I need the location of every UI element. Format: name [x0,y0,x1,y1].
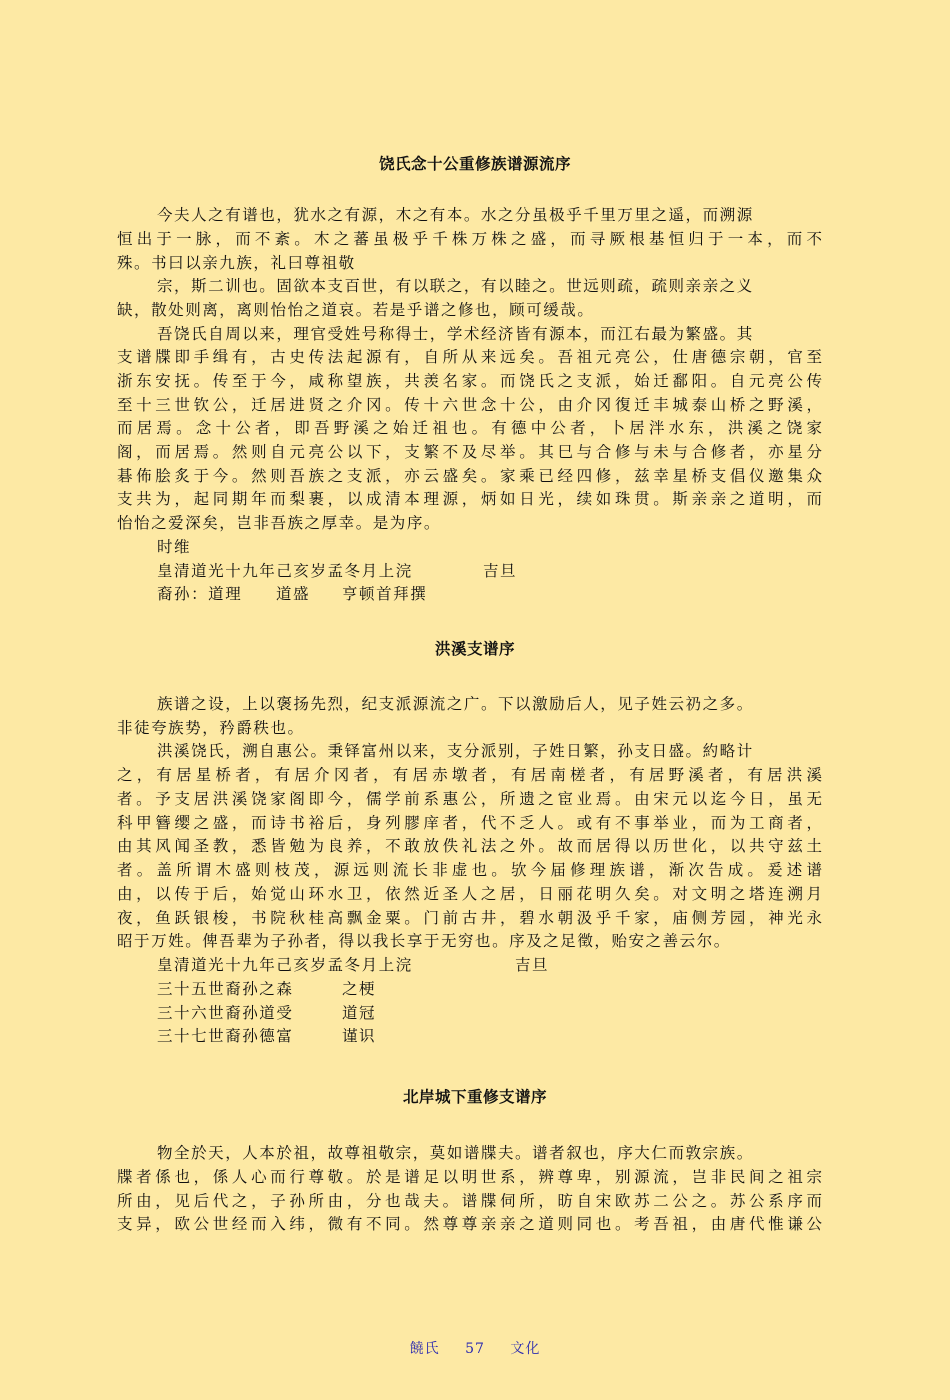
section2-line: 之，有居星桥者，有居介冈者，有居赤墩者，有居南槎者，有居野溪者，有居洪溪 [117,766,822,784]
page-footer [0,1338,950,1358]
section2-signer-generation: 三十五世裔孙之森 [157,980,294,998]
section2-line: 科甲簪缨之盛，而诗书裕后，身列膠庠者，代不乏人。或有不事举业，而为工商者， [117,814,822,832]
section2-line: 者。盖所谓木盛则枝茂，源远则流长非虚也。欤今届修理族谱，渐次告成。爰述谱 [117,861,822,879]
section1-line: 宗，斯二训也。固欲本支百世，有以联之，有以睦之。世远则疏，疏则亲亲之义 [157,277,754,295]
section2-line: 洪溪饶氏，溯自惠公。秉铎富州以来，支分派别，子姓日繁，孙支日盛。約略计 [157,742,754,760]
section1-line: 殊。书曰以亲九族，礼曰尊祖敬 [117,254,356,272]
section1-signer-prefix: 裔孙：道理 [157,585,243,603]
section3-line: 支异，欧公世经而入纬，微有不同。然尊尊亲亲之道则同也。考吾祖，由唐代惟谦公 [117,1215,822,1233]
section1-line: 吾饶氏自周以来，理官受姓号称得士，学术经济皆有源本，而江右最为繁盛。其 [157,325,754,343]
section2-line: 由其风闻圣教，悉皆勉为良养，不敢放佚礼法之外。故而居得以历世化，以共守兹土 [117,837,822,855]
section1-line: 阁，而居焉。然则自元亮公以下，支繁不及尽举。其巳与合修与未与合修者，亦星分 [117,443,822,461]
section2-date-suffix: 吉旦 [515,956,550,974]
section2-signer-name: 之梗 [342,980,377,998]
section1-signer-suffix: 亨顿首拜撰 [342,585,428,603]
section1-title: 饶氏念十公重修族谱源流序 [378,155,571,173]
section3-line: 所由，见后代之，子孙所由，分也哉夫。谱牒伺所，昉自宋欧苏二公之。苏公系序而 [117,1192,822,1210]
page-number: 57 [465,1341,485,1357]
section1-line: 碁佈脍炙于今。然则吾族之支派，亦云盛矣。家乘已经四修，兹幸星桥支倡仪邀集众 [117,467,822,485]
footer-left-text: 饒氏 [409,1341,440,1357]
section1-line: 浙东安抚。传至于今，咸称望族，共羡名家。而饶氏之支派，始迁鄱阳。自元亮公传 [117,372,822,390]
section1-line: 缺，散处则离，离则怡怡之道哀。若是乎谱之修也，顾可缓哉。 [117,301,595,319]
section3-line: 物全於天，人本於祖，故尊祖敬宗，莫如谱牒夫。谱者叙也，序大仁而敦宗族。 [157,1144,754,1162]
section1-line: 怡怡之爱深矣，岂非吾族之厚幸。是为序。 [117,514,441,532]
section2-signer-name: 道冠 [342,1004,377,1022]
section2-signer-generation: 三十六世裔孙道受 [157,1004,294,1022]
section1-line: 恒出于一脉，而不紊。木之蕃虽极乎千株万株之盛，而寻厥根基恒归于一本，而不 [117,230,822,248]
section3-title: 北岸城下重修支谱序 [402,1088,547,1106]
section2-signer-name: 谨识 [342,1027,377,1045]
section1-line: 支共为，起同期年而梨裹，以成清本理源，炳如日光，续如珠贯。斯亲亲之道明，而 [117,490,822,508]
section2-date-line: 皇清道光十九年己亥岁孟冬月上浣 [157,956,413,974]
section1-date-suffix: 吉旦 [483,562,518,580]
section2-line: 族谱之设，上以褒扬先烈，纪支派源流之广。下以激励后人，见子姓云礽之多。 [157,695,754,713]
section2-line: 由，以传于后，始觉山环水卫，依然近圣人之居，日丽花明久矣。对文明之塔连溯月 [117,885,822,903]
section1-line: 至十三世钦公，迁居进贤之介冈。传十六世念十公，由介冈復迁丰城泰山桥之野溪， [117,396,822,414]
section2-line: 非徒夸族势，矜爵秩也。 [117,719,305,737]
section3-line: 牒者係也，係人心而行尊敬。於是谱足以明世系，辨尊卑，别源流，岂非民间之祖宗 [117,1168,822,1186]
section1-date-line: 皇清道光十九年己亥岁孟冬月上浣 [157,562,413,580]
section1-signer-name2: 道盛 [276,585,311,603]
section2-line: 者。予支居洪溪饶家阁即今，儒学前系惠公，所遗之宦业焉。由宋元以迄今日，虽无 [117,790,822,808]
section1-line: 今夫人之有谱也，犹水之有源，木之有本。水之分虽极乎千里万里之遥，而溯源 [157,206,754,224]
section1-line: 而居焉。念十公者，即吾野溪之始迁祖也。有德中公者，卜居泮水东，洪溪之饶家 [117,419,822,437]
footer-right-text: 文化 [510,1341,541,1357]
section2-line: 夜，鱼跃银梭，书院秋桂高飘金粟。门前古井，碧水朝汲乎千家，庙侧芳园，神光永 [117,909,822,927]
section1-line: 支谱牒即手缉有，古史传法起源有，自所从来远矣。吾祖元亮公，仕唐德宗朝，官至 [117,348,822,366]
section1-shi-wei: 时维 [157,538,192,556]
section2-line: 昭于万姓。俾吾辈为子孙者，得以我长享于无穷也。序及之足徵，贻安之善云尔。 [117,932,731,950]
section2-signer-generation: 三十七世裔孙德富 [157,1027,294,1045]
section2-title: 洪溪支谱序 [434,640,515,658]
